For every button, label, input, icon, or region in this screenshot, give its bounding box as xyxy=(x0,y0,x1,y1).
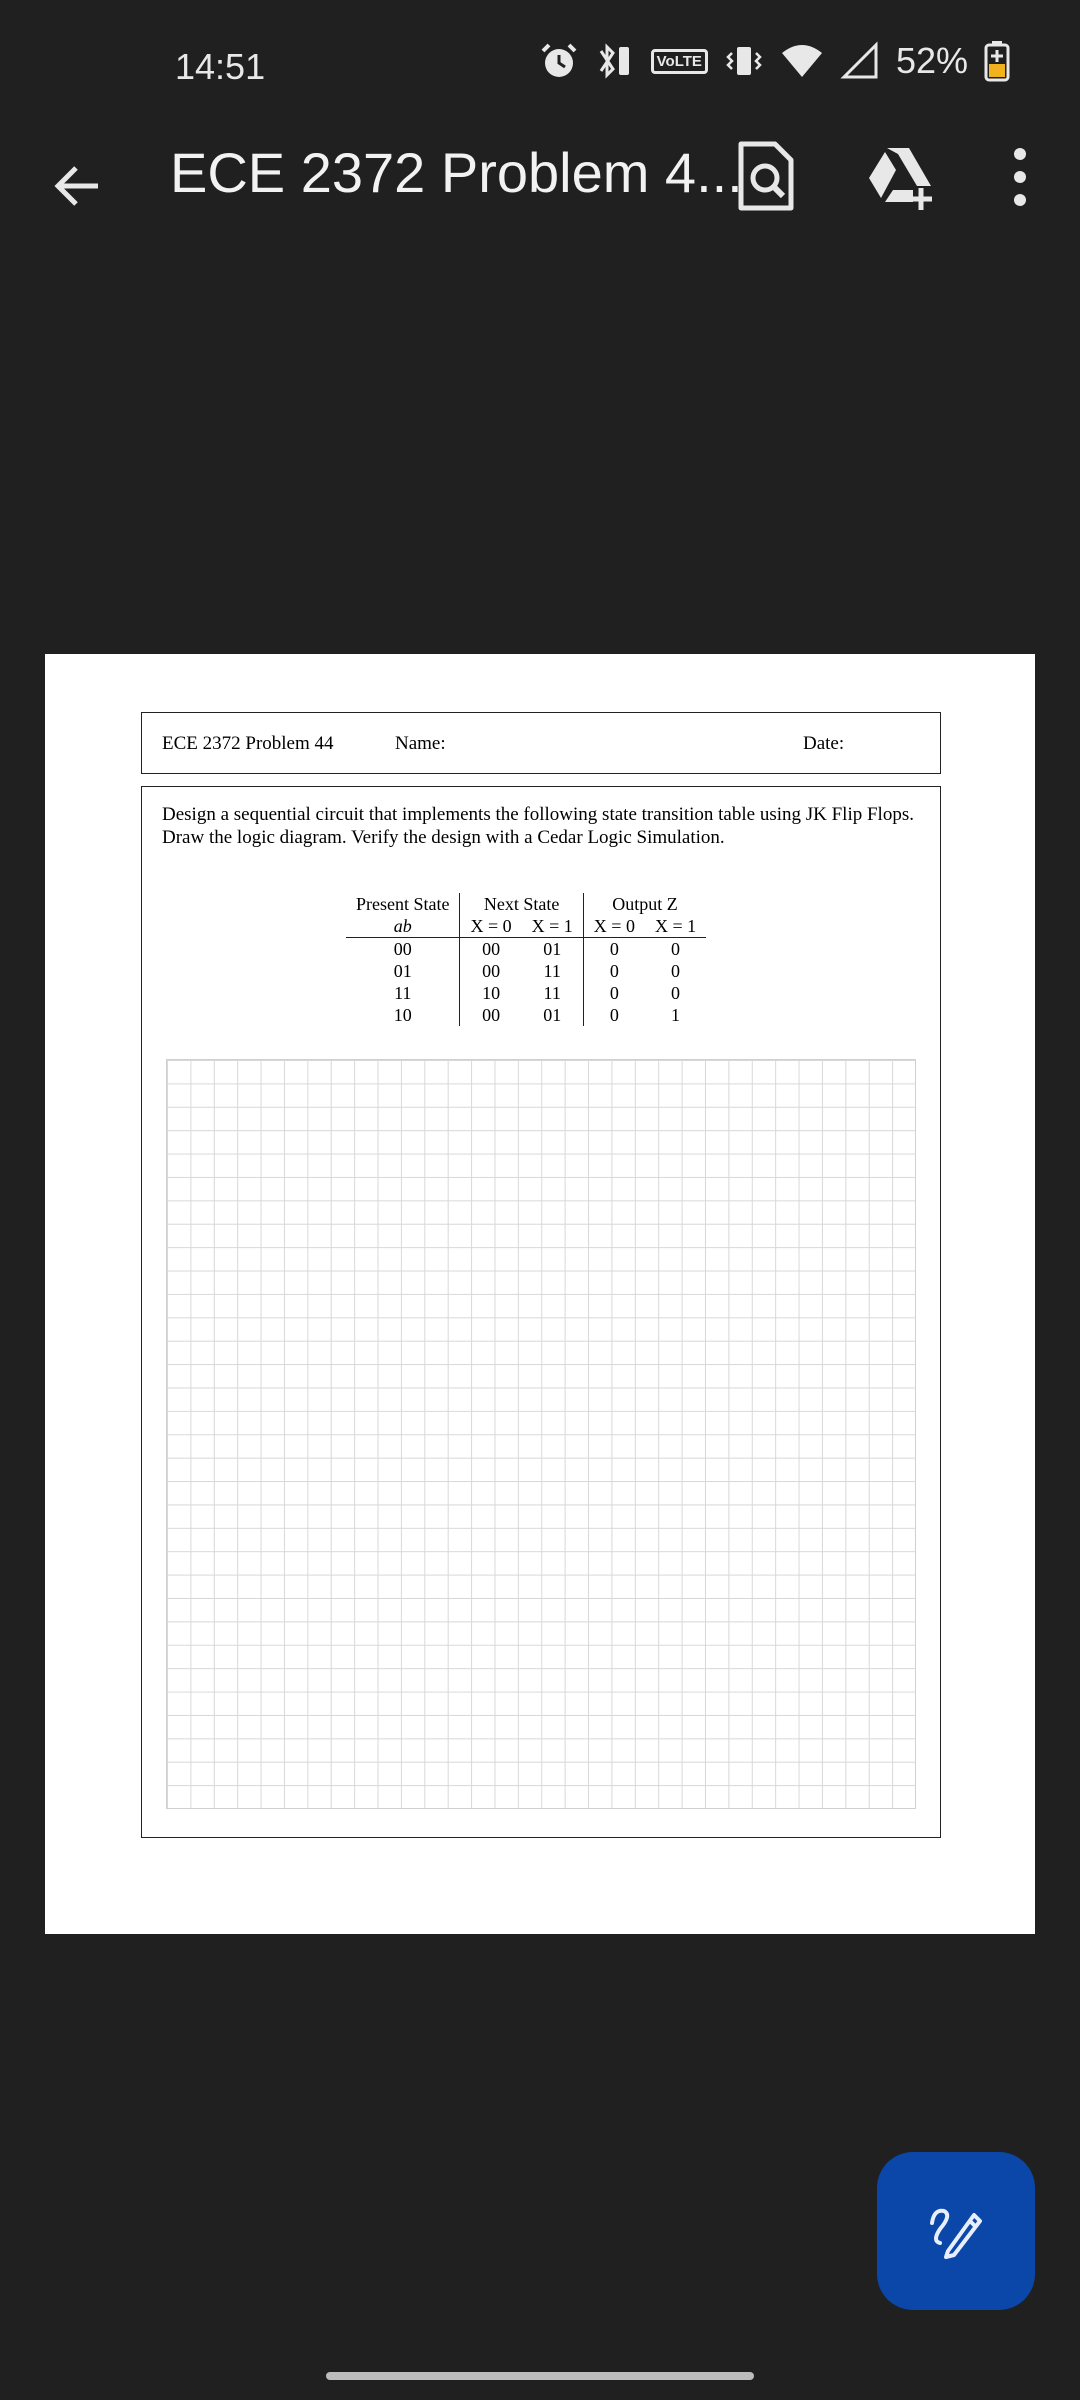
table-cell: 11 xyxy=(522,982,584,1004)
table-sub-header: ab xyxy=(346,915,460,938)
alarm-icon xyxy=(539,41,579,81)
table-cell: 0 xyxy=(671,961,681,981)
table-cell: 00 xyxy=(482,939,501,959)
table-cell: 01 xyxy=(522,938,584,961)
table-row xyxy=(346,938,706,961)
table-cell: 10 xyxy=(346,1004,460,1026)
name-label: Name: xyxy=(395,733,446,754)
table-group-header: Present State xyxy=(346,893,460,915)
clock: 14:51 xyxy=(175,46,266,87)
table-row xyxy=(346,960,706,982)
table-cell: 00 xyxy=(346,938,460,961)
table-sub-header: X = 0 xyxy=(583,915,645,938)
header-box xyxy=(141,712,941,774)
signal-icon xyxy=(840,41,880,81)
battery-charging-icon xyxy=(984,40,1010,82)
course-label: ECE 2372 Problem 44 xyxy=(162,733,334,754)
table-cell: 00 xyxy=(482,961,501,981)
instructions-text: Design a sequential circuit that implements the following state transition table using JK Flip Flops. Draw the logic diagram. Verify the design with a Cedar Logic Simulation. xyxy=(162,804,914,848)
gesture-nav-handle[interactable] xyxy=(326,2372,754,2380)
back-button[interactable] xyxy=(50,158,106,214)
document-title: ECE 2372 Problem 4... xyxy=(170,141,743,204)
arrow-back-icon xyxy=(50,158,106,214)
table-cell: 0 xyxy=(609,961,619,981)
table-sub-header: X = 1 xyxy=(522,915,584,938)
wifi-icon xyxy=(780,41,824,81)
table-sub-header: X = 1 xyxy=(645,915,706,938)
volte-icon xyxy=(651,49,708,74)
table-cell: 00 xyxy=(482,1005,501,1025)
table-group-header: Next State xyxy=(460,893,583,915)
status-bar xyxy=(0,0,1080,130)
table-cell: 01 xyxy=(346,960,460,982)
date-label: Date: xyxy=(803,733,845,754)
table-cell: 11 xyxy=(346,982,460,1004)
battery-percent: 52% xyxy=(895,40,968,81)
status-icons xyxy=(539,40,1010,82)
more-options-button[interactable] xyxy=(1000,142,1040,212)
table-cell: 11 xyxy=(522,960,584,982)
pen-squiggle-icon xyxy=(926,2201,986,2261)
drive-add-icon xyxy=(865,142,935,212)
table-cell: 10 xyxy=(482,983,501,1003)
table-cell: 0 xyxy=(609,939,619,959)
table-cell: 1 xyxy=(671,1005,681,1025)
table-row xyxy=(346,982,706,1004)
app-bar xyxy=(0,130,1080,240)
table-cell: 0 xyxy=(671,983,681,1003)
document-search-icon xyxy=(735,140,797,212)
table-group-header: Output Z xyxy=(612,894,678,914)
annotate-fab-button[interactable] xyxy=(877,2152,1035,2310)
vibrate-icon xyxy=(724,41,764,81)
problem-box xyxy=(141,786,941,1838)
graph-paper-grid xyxy=(166,1059,916,1809)
table-sub-header: X = 0 xyxy=(460,915,522,938)
state-transition-table xyxy=(346,893,706,1026)
more-vert-icon xyxy=(1000,142,1040,212)
find-in-document-button[interactable] xyxy=(735,140,797,212)
volte-label-top: Vo xyxy=(656,52,675,70)
table-cell: 0 xyxy=(609,1005,619,1025)
table-cell: 0 xyxy=(609,983,619,1003)
bluetooth-battery-icon xyxy=(595,41,635,81)
table-cell: 01 xyxy=(522,1004,584,1026)
volte-label-bottom: LTE xyxy=(674,52,702,70)
table-cell: 0 xyxy=(671,939,681,959)
table-row xyxy=(346,1004,706,1026)
add-to-drive-button[interactable] xyxy=(865,142,935,212)
document-page[interactable] xyxy=(45,654,1035,1934)
